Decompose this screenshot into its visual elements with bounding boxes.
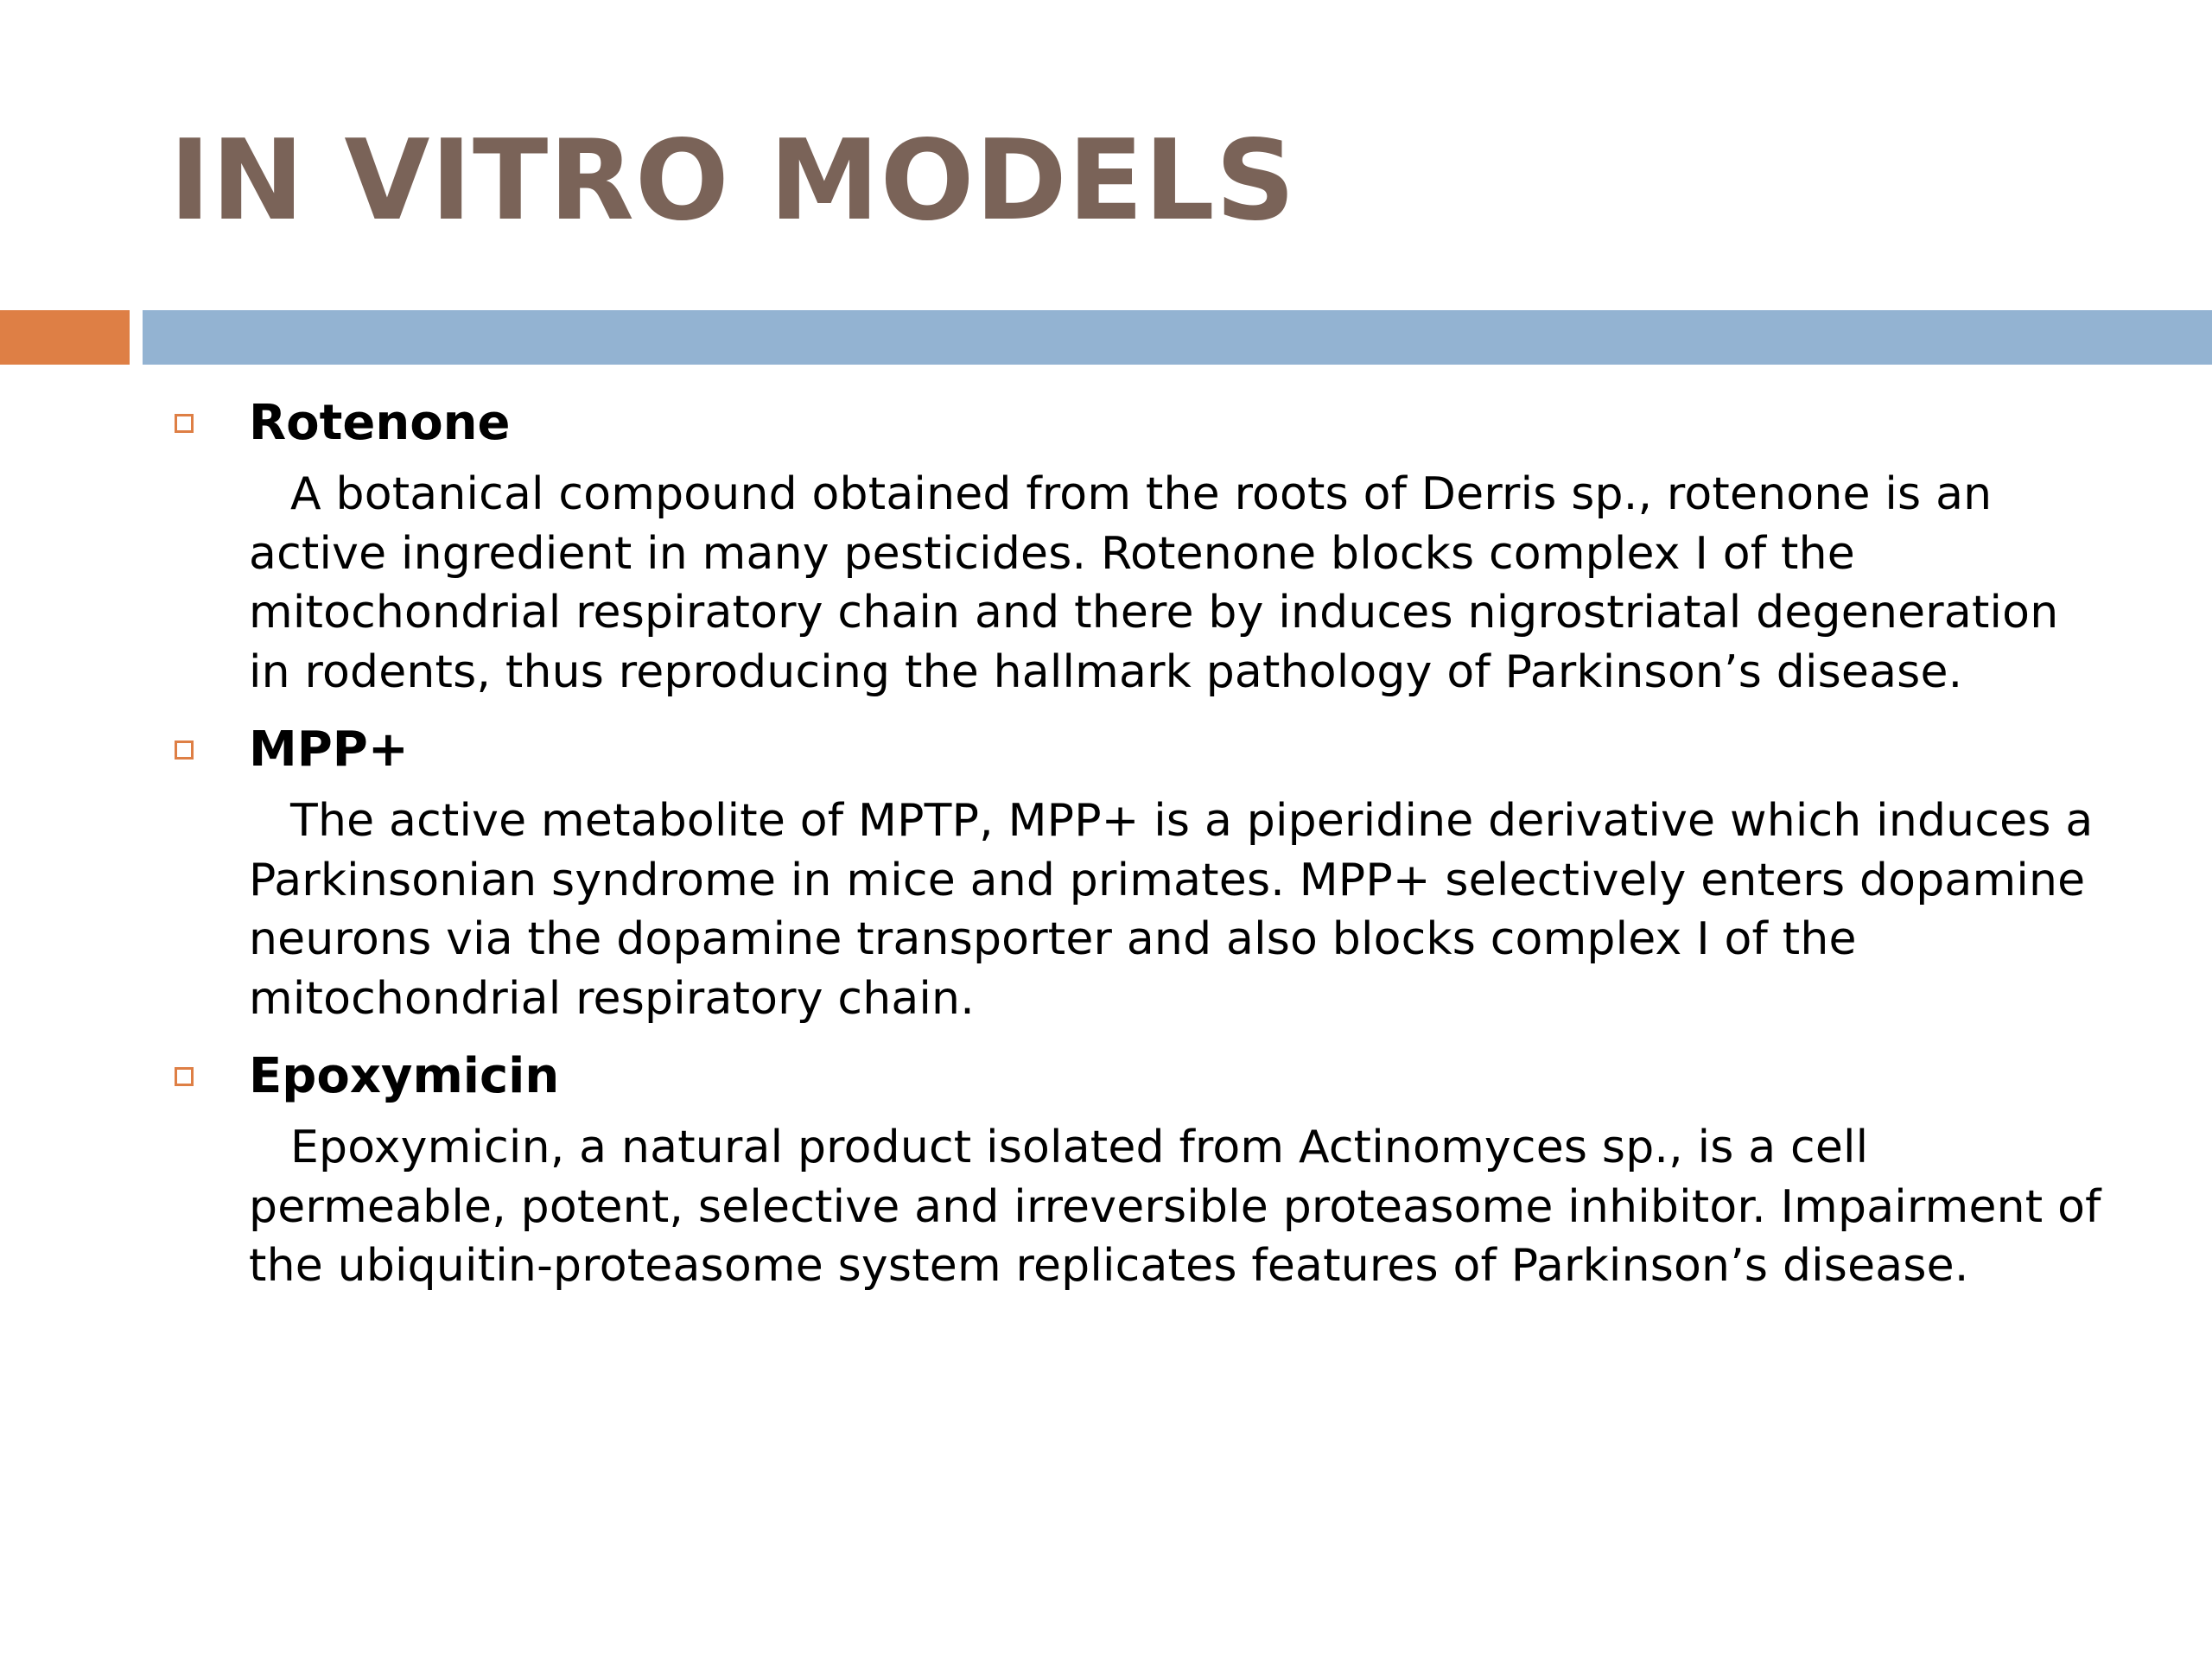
item-description: A botanical compound obtained from the roots of Derris sp., rotenone is an active ingredient in many pesticides. Rotenone blocks complex I of the mitochondrial respiratory chain and there by induces nigrostriatal degeneration in rodents, thus reproducing the hallmark pathology of Parkinson’s disease. — [249, 468, 2059, 698]
hollow-square-bullet-icon — [175, 741, 194, 760]
item-heading: Rotenone — [249, 395, 511, 451]
list-item — [169, 391, 2105, 702]
accent-bar-orange — [0, 310, 130, 365]
slide-title: IN VITRO MODELS — [169, 117, 1296, 245]
list-item — [169, 1044, 2105, 1296]
list-item — [169, 717, 2105, 1028]
item-heading: Epoxymicin — [249, 1048, 560, 1104]
accent-bar-blue — [143, 310, 2212, 365]
item-description: The active metabolite of MPTP, MPP+ is a piperidine derivative which induces a Parkinsonian syndrome in mice and primates. MPP+ selectively enters dopamine neurons via the dopamine transporter and also blocks complex I of the mitochondrial respiratory chain. — [249, 795, 2094, 1025]
slide-content — [169, 391, 2105, 1296]
hollow-square-bullet-icon — [175, 1067, 194, 1086]
item-heading: MPP+ — [249, 721, 409, 778]
hollow-square-bullet-icon — [175, 414, 194, 433]
item-description: Epoxymicin, a natural product isolated from Actinomyces sp., is a cell permeable, potent, selective and irreversible proteasome inhibitor. Impairment of the ubiquitin-proteasome system replicates features of Parkinson’s disease. — [249, 1122, 2101, 1292]
